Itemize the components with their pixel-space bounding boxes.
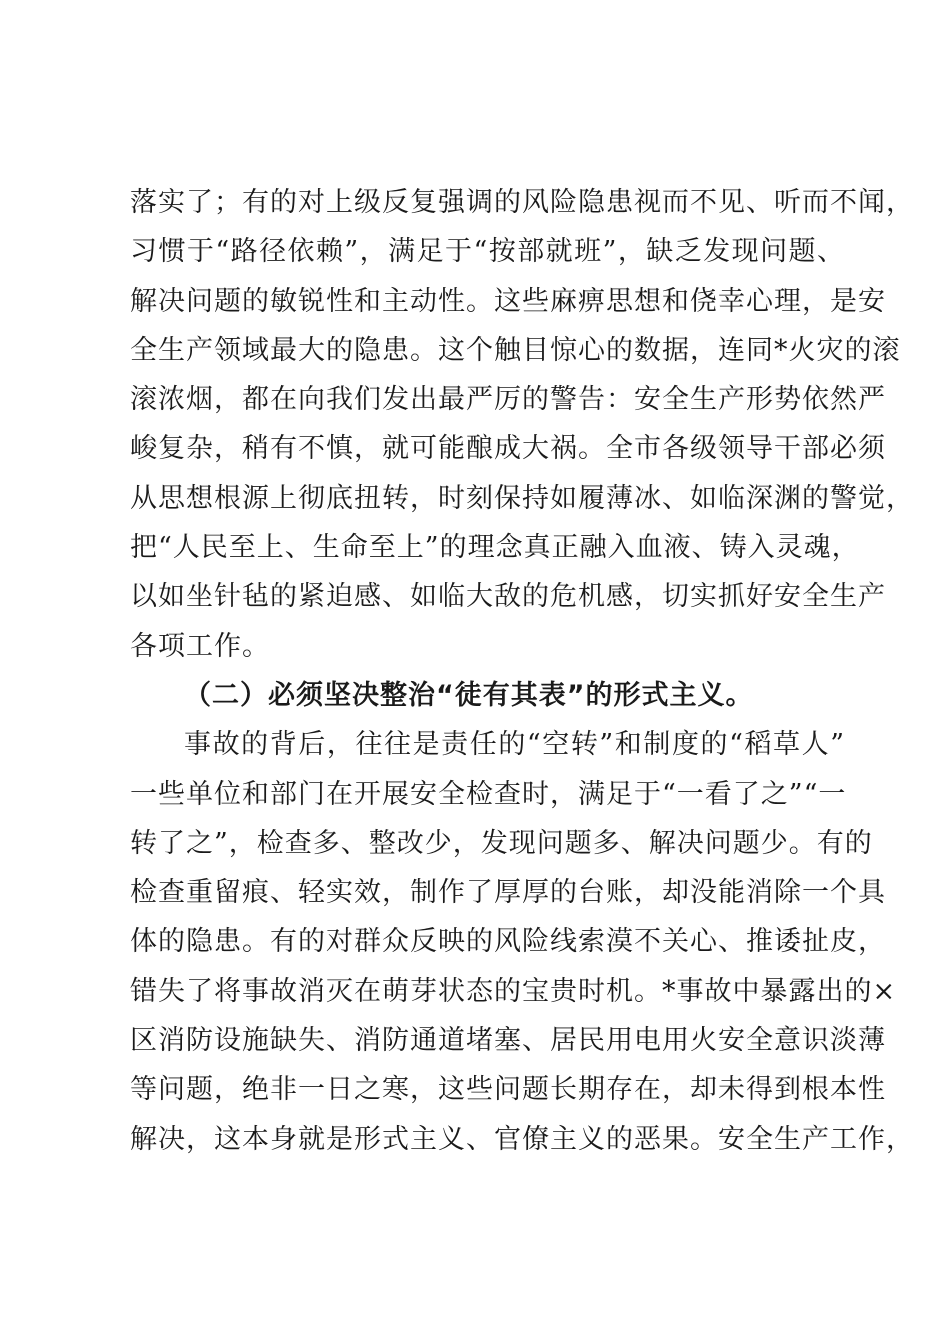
text-line: 事故的背后，往往是责任的“空转”和制度的“稻草人” (184, 729, 845, 761)
text-line: 以如坐针毡的紧迫感、如临大敌的危机感，切实抓好安全生产 (130, 581, 886, 613)
text-line: 区消防设施缺失、消防通道堵塞、居民用电用火安全意识淡薄 (130, 1025, 886, 1057)
text-line: 解决问题的敏锐性和主动性。这些麻痹思想和侥幸心理，是安 (130, 285, 886, 317)
text-line: 习惯于“路径依赖”，满足于“按部就班”，缺乏发现问题、 (130, 236, 845, 268)
text-line: 各项工作。 (130, 630, 270, 662)
text-line: 全生产领域最大的隐患。这个触目惊心的数据，连同*火灾的滚 (130, 334, 901, 366)
text-line: 一些单位和部门在开展安全检查时，满足于“一看了之”“一 (130, 778, 847, 810)
text-line: 落实了；有的对上级反复强调的风险隐患视而不见、听而不闻， (130, 187, 914, 218)
text-line: 解决，这本身就是形式主义、官僚主义的恶果。安全生产工作， (130, 1123, 914, 1155)
text-line: 错失了将事故消灭在萌芽状态的宝贵时机。*事故中暴露出的× (130, 975, 897, 1007)
text-line: 把“人民至上、生命至上”的理念真正融入血液、铸入灵魂， (130, 532, 860, 564)
text-line: 峻复杂，稍有不慎，就可能酿成大祸。全市各级领导干部必须 (130, 433, 886, 465)
text-line: 体的隐患。有的对群众反映的风险线索漠不关心、推诿扯皮， (130, 926, 886, 958)
text-line: 检查重留痕、轻实效，制作了厚厚的台账，却没能消除一个具 (130, 877, 886, 909)
section-heading: （二）必须坚决整治“徒有其表”的形式主义。 (184, 679, 754, 711)
text-line: 滚浓烟，都在向我们发出最严厉的警告：安全生产形势依然严 (130, 384, 886, 416)
text-line: 转了之”，检查多、整改少，发现问题多、解决问题少。有的 (130, 827, 873, 859)
text-line: 从思想根源上彻底扭转，时刻保持如履薄冰、如临深渊的警觉， (130, 482, 914, 514)
document-body (130, 178, 914, 1164)
text-line: 等问题，绝非一日之寒，这些问题长期存在，却未得到根本性 (130, 1074, 886, 1106)
